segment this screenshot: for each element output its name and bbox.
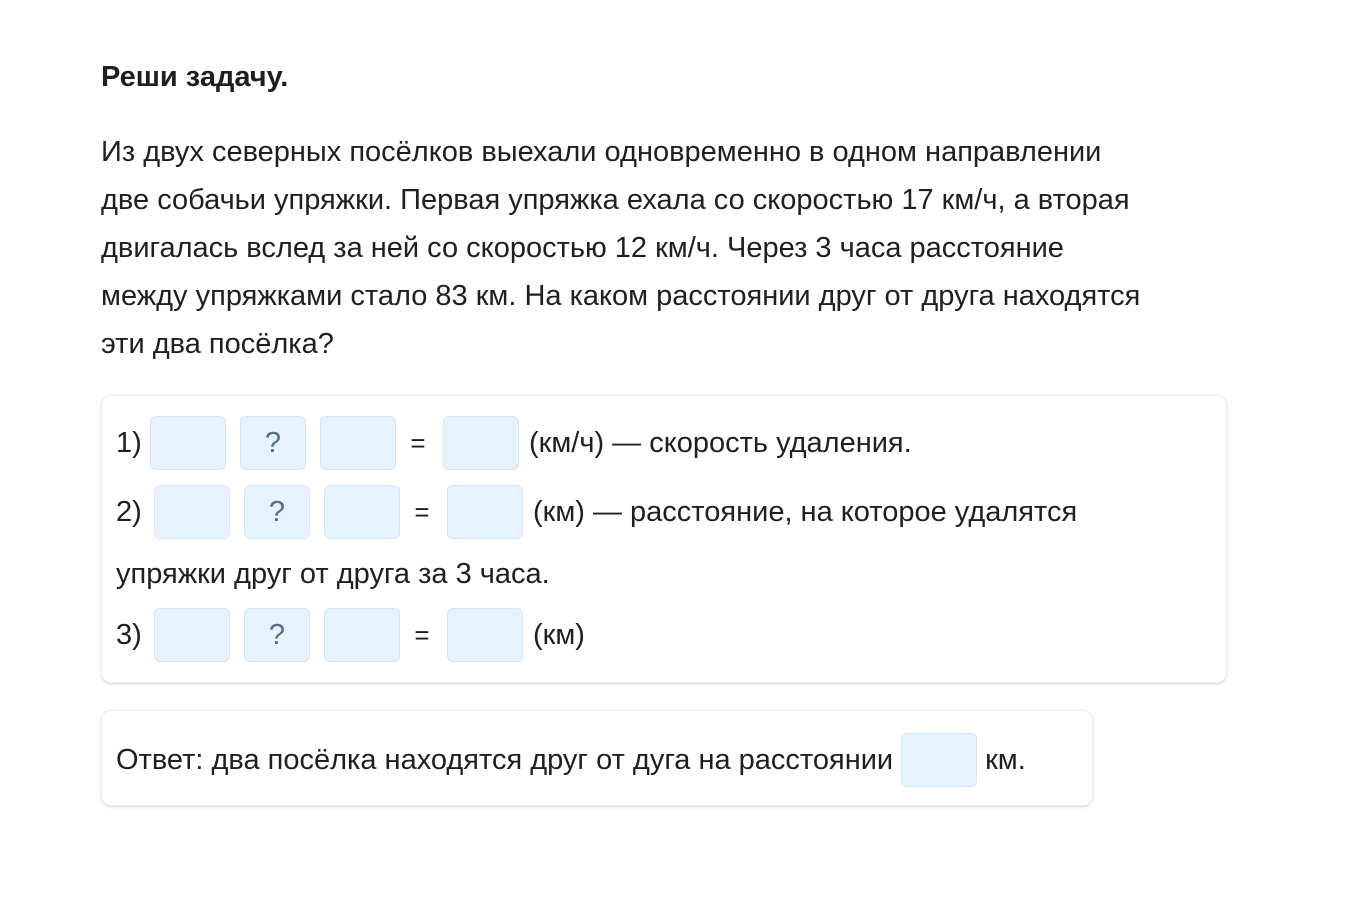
problem-line: эти два посёлка? [101, 328, 334, 360]
step-number: 1) [116, 426, 142, 459]
task-title: Реши задачу. [101, 61, 289, 93]
equals-sign: = [410, 427, 426, 458]
equals-sign: = [414, 619, 430, 650]
step-3 [116, 607, 585, 663]
solution-steps-card [101, 395, 1227, 683]
operand-2-input[interactable] [320, 416, 396, 470]
problem-line: Из двух северных посёлков выехали одновременно в одном направлении [101, 136, 1102, 168]
result-input[interactable] [447, 608, 523, 662]
step-number: 2) [116, 495, 142, 528]
operand-1-input[interactable] [150, 416, 226, 470]
operand-2-input[interactable] [324, 608, 400, 662]
operand-2-input[interactable] [324, 485, 400, 539]
step-description: (км) — расстояние, на которое удалятся [533, 495, 1078, 528]
result-input[interactable] [447, 485, 523, 539]
operator-select[interactable]: ? [244, 485, 310, 539]
answer-input[interactable] [901, 733, 977, 787]
result-input[interactable] [443, 416, 519, 470]
problem-line: двигалась вслед за ней со скоростью 12 км/ч. Через 3 часа расстояние [101, 232, 1064, 264]
operator-select[interactable]: ? [240, 416, 306, 470]
problem-line: две собачьи упряжки. Первая упряжка ехала со скоростью 17 км/ч, а вторая [101, 184, 1130, 216]
operator-select[interactable]: ? [244, 608, 310, 662]
step-2-continuation [116, 546, 550, 602]
answer-card [101, 710, 1093, 806]
problem-line: между упряжками стало 83 км. На каком расстоянии друг от друга находятся [101, 280, 1141, 312]
step-1 [116, 415, 912, 471]
answer-prefix: Ответ: два посёлка находятся друг от дуга на расстоянии [116, 743, 894, 776]
step-number: 3) [116, 618, 142, 651]
equals-sign: = [414, 496, 430, 527]
operand-1-input[interactable] [154, 608, 230, 662]
operand-1-input[interactable] [154, 485, 230, 539]
step-unit: (км) [533, 618, 585, 651]
step-description: (км/ч) — скорость удаления. [529, 426, 912, 459]
answer-row [116, 732, 1026, 788]
step-2 [116, 484, 1077, 540]
answer-unit: км. [985, 743, 1026, 776]
problem-text [101, 128, 1241, 368]
step-description-continued: упряжки друг от друга за 3 часа. [116, 557, 550, 590]
